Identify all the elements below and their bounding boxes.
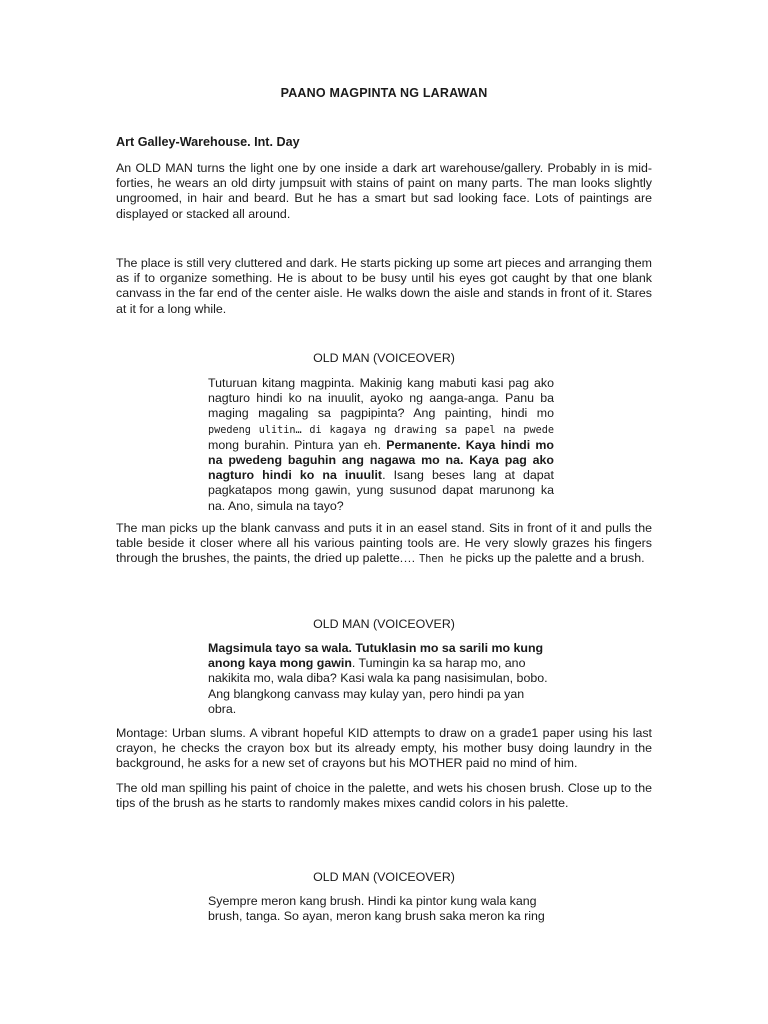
action-paragraph-3 (116, 521, 652, 568)
dialogue-text-bold: Permanente. Kaya hindi mo na pwedeng baguhin ang nagawa mo na. Kaya pag ako nagturo hindi ko na inuulit (208, 437, 554, 483)
dialogue-text: mong burahin. Pintura yan eh. (208, 437, 387, 452)
character-cue-1: OLD MAN (VOICEOVER) (313, 351, 455, 365)
dialogue-block-3: Syempre meron kang brush. Hindi ka pintor kung wala kang brush, tanga. So ayan, meron kang brush saka meron ka ring (208, 894, 545, 924)
document-title: PAANO MAGPINTA NG LARAWAN (280, 86, 488, 100)
dialogue-text-mono: pwedeng ulitin… di kagaya ng drawing sa papel na pwede (208, 424, 554, 436)
dialogue-block-1 (208, 376, 554, 514)
action-paragraph-2: The place is still very cluttered and dark. He starts picking up some art pieces and arranging them as if to organize something. He is about to be busy until his eyes got caught by that one blank canvass in the far end of the center aisle. He walks down the aisle and stands in front of it. Stares at it for a long while. (116, 256, 652, 316)
action-text: The man picks up the blank canvass and puts it in an easel stand. Sits in front of it and pulls the table beside it closer where all his various painting tools are. He very slowly grazes his fingers through the brushes, the paints, the dried up palette.… (116, 521, 652, 566)
dialogue-text: . Isang beses lang at dapat pagkatapos mong gawin, yung susunod dapat marunong ka na. Ano, simula na tayo? (208, 468, 554, 513)
dialogue-block-2 (208, 641, 554, 717)
action-paragraph-4: Montage: Urban slums. A vibrant hopeful KID attempts to draw on a grade1 paper using his last crayon, he checks the crayon box but its already empty, his mother busy doing laundry in the background, he asks for a new set of crayons but his MOTHER paid no mind of him. (116, 726, 652, 771)
character-cue-2: OLD MAN (VOICEOVER) (313, 617, 455, 631)
action-text-mono: Then he (419, 554, 463, 566)
character-cue-3: OLD MAN (VOICEOVER) (313, 870, 455, 884)
dialogue-text: . Tumingin ka sa harap mo, ano nakikita mo, wala diba? Kasi wala ka pang nasisimulan, bobo. Ang blangkong canvass may kulay yan, pero hindi pa yan obra. (208, 656, 548, 716)
action-text: picks up the palette and a brush. (462, 551, 645, 566)
scene-heading: Art Galley-Warehouse. Int. Day (116, 135, 300, 149)
action-paragraph-1: An OLD MAN turns the light one by one inside a dark art warehouse/gallery. Probably in is mid-forties, he wears an old dirty jumpsuit with stains of paint on many parts. The man looks slightly ungroomed, in hair and beard. But he has a smart but sad looking face. Lots of paintings are displayed or stacked all around. (116, 161, 652, 221)
dialogue-text-bold: Magsimula tayo sa wala. Tutuklasin mo sa sarili mo kung anong kaya mong gawin (208, 641, 544, 671)
dialogue-text: Tuturuan kitang magpinta. Makinig kang mabuti kasi pag ako nagturo hindi ko na inuulit, ayoko ng aanga-anga. Panu ba maging magaling sa pagpipinta? Ang painting, hindi mo (208, 376, 554, 421)
action-paragraph-5: The old man spilling his paint of choice in the palette, and wets his chosen brush. Close up to the tips of the brush as he starts to randomly makes mixes candid colors in his palette. (116, 781, 652, 811)
